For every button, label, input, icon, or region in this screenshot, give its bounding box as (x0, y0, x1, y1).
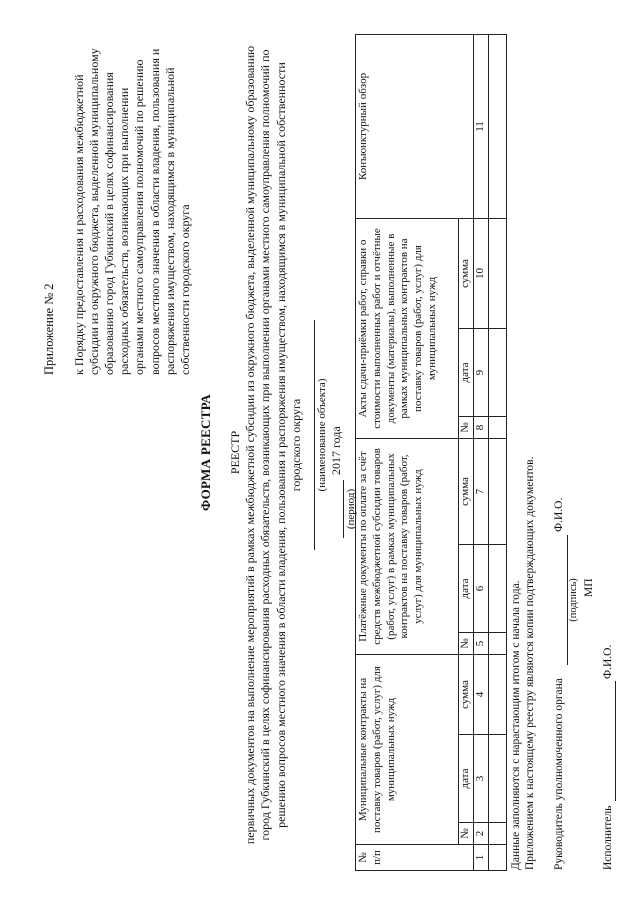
period-line (343, 480, 344, 538)
header-market-review: Конъюнктурный обзор (356, 34, 474, 218)
sub-header-sum: сумма (459, 654, 474, 734)
executor-signature-line (615, 681, 616, 801)
sub-header-sum: сумма (459, 218, 474, 328)
register-table (355, 34, 507, 871)
sub-header-no: № (459, 632, 474, 654)
column-number: 5 (474, 632, 489, 654)
header-acceptance-acts: Акты сдачи-приёмки работ, справки о стоимости выполненных работ и отчётные документы (материалы), выполненные в рамках муниципальных контрактов на поставку товаров (работ, услуг) для муниципальных нужд (356, 218, 459, 438)
header-row-number: № п/п (356, 845, 474, 871)
period-caption: (период) (345, 488, 357, 530)
executor-label: Исполнитель (602, 805, 614, 870)
column-number: 9 (474, 328, 489, 416)
sub-header-date: дата (459, 328, 474, 416)
sub-header-sum: сумма (459, 438, 474, 544)
register-heading: РЕЕСТР (228, 430, 242, 475)
sub-header-no: № (459, 416, 474, 438)
executor-fio-label: Ф.И.О. (602, 644, 614, 679)
note-cumulative: Данные заполняются с нарастающим итогом с начала года. (510, 580, 522, 870)
appendix-label: Приложение № 2 (42, 283, 56, 375)
header-payment-documents: Платёжные документы по оплате за счёт средств межбюджетной субсидии товаров (работ, услуг) в рамках муниципальных контрактов на поставку товаров (работ, услуг) для муниципальных нужд (356, 438, 459, 654)
form-title: ФОРМА РЕЕСТРА (198, 394, 213, 511)
signature-caption: (подпись) (568, 578, 579, 622)
object-name-caption: (наименование объекта) (316, 378, 328, 492)
column-number: 6 (474, 544, 489, 632)
procedure-reference: к Порядку предоставления и расходования межбюджетной субсидии из окружного бюджета, выделенной муниципальному образованию город Губкинский в целях софинансирования расходных обязательств, возникающих при выполнении органами местного самоуправления полномочий по решению вопросов местного значения в области владения, пользования и распоряжения имуществом, находящимся в муниципальной собственности городского округа (72, 48, 192, 375)
column-number: 1 (474, 845, 489, 871)
head-of-authority-label: Руководитель уполномоченного органа (553, 678, 565, 870)
column-number: 2 (474, 823, 489, 845)
column-number: 4 (474, 654, 489, 734)
column-number: 11 (474, 34, 489, 218)
note-attachments: Приложением к настоящему реестру являются копии подтверждающих документов. (524, 456, 536, 870)
sub-header-date: дата (459, 735, 474, 823)
column-number: 3 (474, 735, 489, 823)
object-name-line (314, 320, 315, 550)
sub-header-no: № (459, 823, 474, 845)
year-text: 2017 года (329, 426, 343, 475)
stamp-place-label: МП (583, 578, 595, 597)
head-fio-label: Ф.И.О. (553, 497, 565, 532)
column-number: 8 (474, 416, 489, 438)
table-row (488, 34, 506, 870)
register-subtitle: первичных документов на выполнение мероприятий в рамках межбюджетной субсидии из окружного бюджета, выделенной муниципальному образованию город Губкинский в целях софинансирования расходных обязательств, возникающих при выполнении органами местного самоуправления полномочий по решению вопросов местного значения в области владения, пользования и распоряжения имуществом, находящимся в муниципальной собственности городского округа (243, 45, 304, 845)
header-contracts: Муниципальные контракты на поставку товаров (работ, услуг) для муниципальных нужд (356, 654, 459, 844)
sub-header-date: дата (459, 544, 474, 632)
column-number: 7 (474, 438, 489, 544)
column-number: 10 (474, 218, 489, 328)
